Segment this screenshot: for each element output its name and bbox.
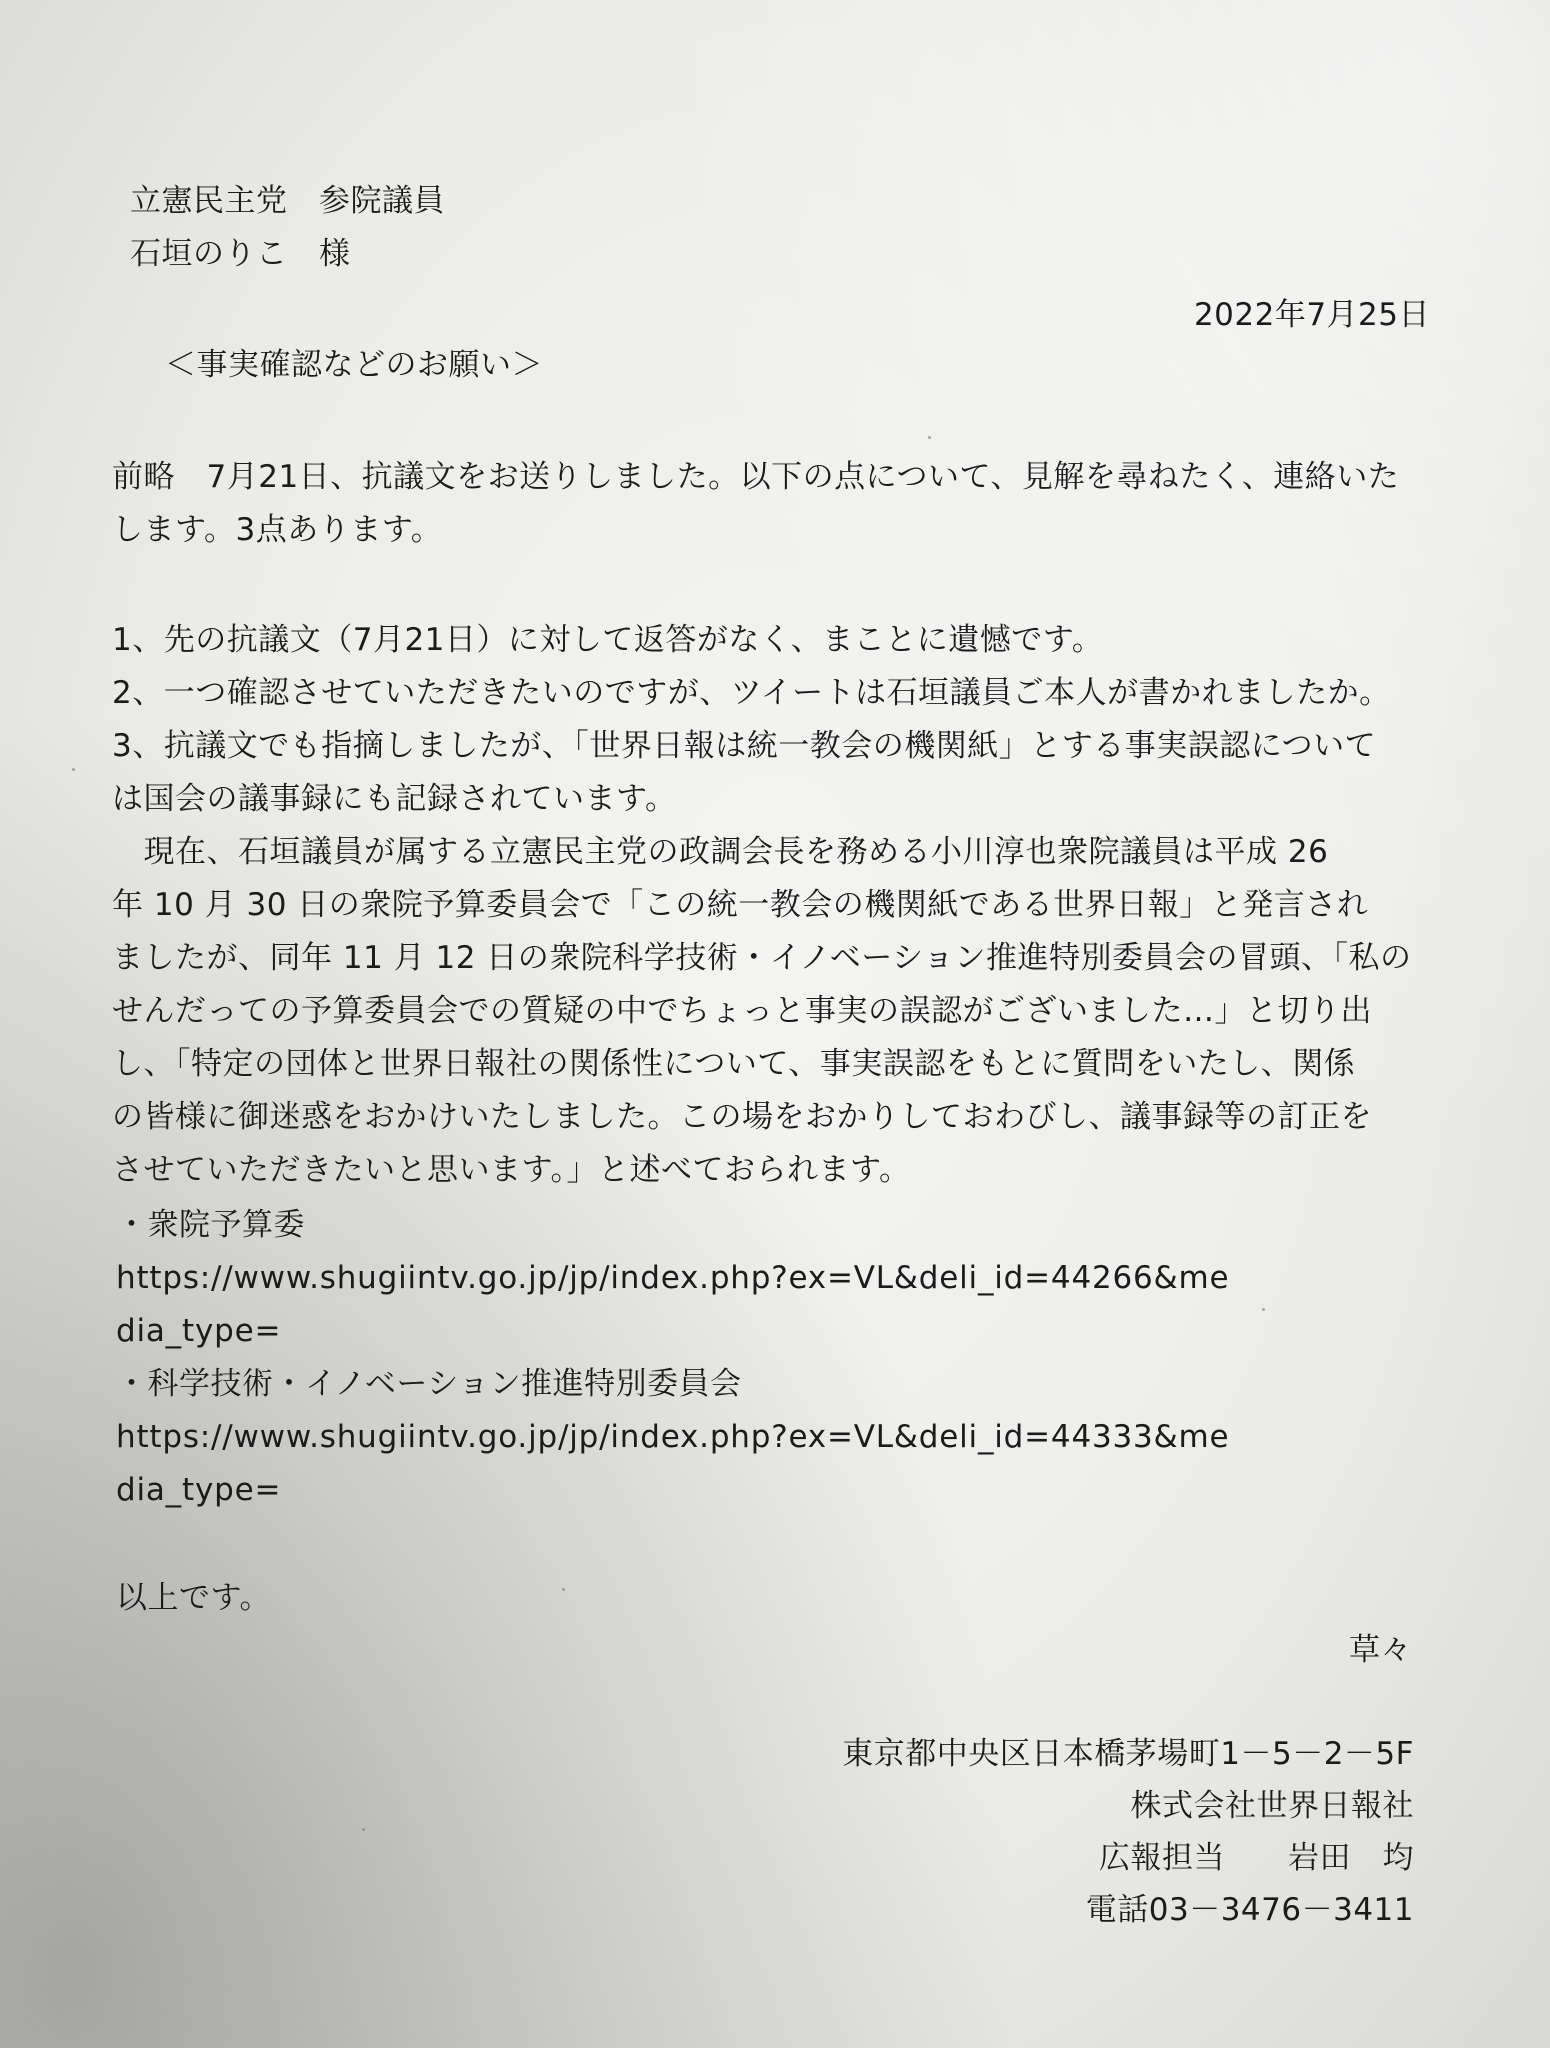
intro-line-1: 前略 7月21日、抗議文をお送りしました。以下の点について、見解を尋ねたく、連絡いた — [112, 459, 1400, 495]
body-line-4: せんだっての予算委員会での質疑の中でちょっと事実の誤認がございました…」と切り出 — [112, 993, 1372, 1029]
recipient-line-2: 石垣のりこ 様 — [130, 236, 351, 272]
ref-1-url[interactable]: https://www.shugiintv.go.jp/jp/index.php?ex=VL&deli_id=44266&me — [116, 1260, 1230, 1296]
body-line-3: ましたが、同年 11 月 12 日の衆院科学技術・イノベーション推進特別委員会の冒頭、「私の — [112, 940, 1412, 976]
paper-speck — [72, 768, 75, 771]
body-line-1: 現在、石垣議員が属する立憲民主党の政調会長を務める小川淳也衆院議員は平成 26 — [112, 834, 1329, 870]
point-3-continued: は国会の議事録にも記録されています。 — [112, 781, 677, 817]
sender-company: 株式会社世界日報社 — [1130, 1788, 1414, 1824]
paper-speck — [928, 436, 931, 439]
ref-2-url-continued[interactable]: dia_type= — [116, 1472, 282, 1508]
letter-date: 2022年7月25日 — [1193, 297, 1430, 333]
body-line-6: の皆様に御迷惑をおかけいたしました。この場をおかりしておわびし、議事録等の訂正を — [112, 1099, 1372, 1135]
point-3: 3、抗議文でも指摘しましたが、「世界日報は統一教会の機関紙」とする事実誤認について — [112, 728, 1377, 764]
sign-off: 草々 — [1349, 1632, 1412, 1668]
sender-address: 東京都中央区日本橋茅場町1－5－2－5F — [842, 1736, 1414, 1772]
ref-1-label: ・衆院予算委 — [116, 1207, 305, 1243]
ref-1-url-continued[interactable]: dia_type= — [116, 1313, 282, 1349]
paper-speck — [362, 1828, 365, 1831]
body-line-7: させていただきたいと思います。」と述べておられます。 — [112, 1152, 911, 1188]
sender-contact: 広報担当 岩田 均 — [1099, 1840, 1414, 1876]
point-2: 2、一つ確認させていただきたいのですが、ツイートは石垣議員ご本人が書かれましたか。 — [112, 675, 1391, 711]
closing-text: 以上です。 — [116, 1580, 272, 1616]
sender-phone: 電話03－3476－3411 — [1085, 1892, 1414, 1928]
ref-2-label: ・科学技術・イノベーション推進特別委員会 — [116, 1366, 742, 1402]
intro-line-2: します。3点あります。 — [112, 512, 443, 548]
paper-speck — [562, 1588, 565, 1591]
paper-speck — [1262, 1308, 1265, 1311]
point-1: 1、先の抗議文（7月21日）に対して返答がなく、まことに遺憾です。 — [112, 622, 1104, 658]
letter-subject: ＜事実確認などのお願い＞ — [165, 347, 543, 383]
recipient-line-1: 立憲民主党 参院議員 — [130, 183, 445, 219]
body-line-2: 年 10 月 30 日の衆院予算委員会で「この統一教会の機関紙である世界日報」と発言され — [112, 887, 1369, 923]
ref-2-url[interactable]: https://www.shugiintv.go.jp/jp/index.php?ex=VL&deli_id=44333&me — [116, 1419, 1230, 1455]
body-line-5: し、「特定の団体と世界日報社の関係性について、事実誤認をもとに質問をいたし、関係 — [112, 1046, 1356, 1082]
